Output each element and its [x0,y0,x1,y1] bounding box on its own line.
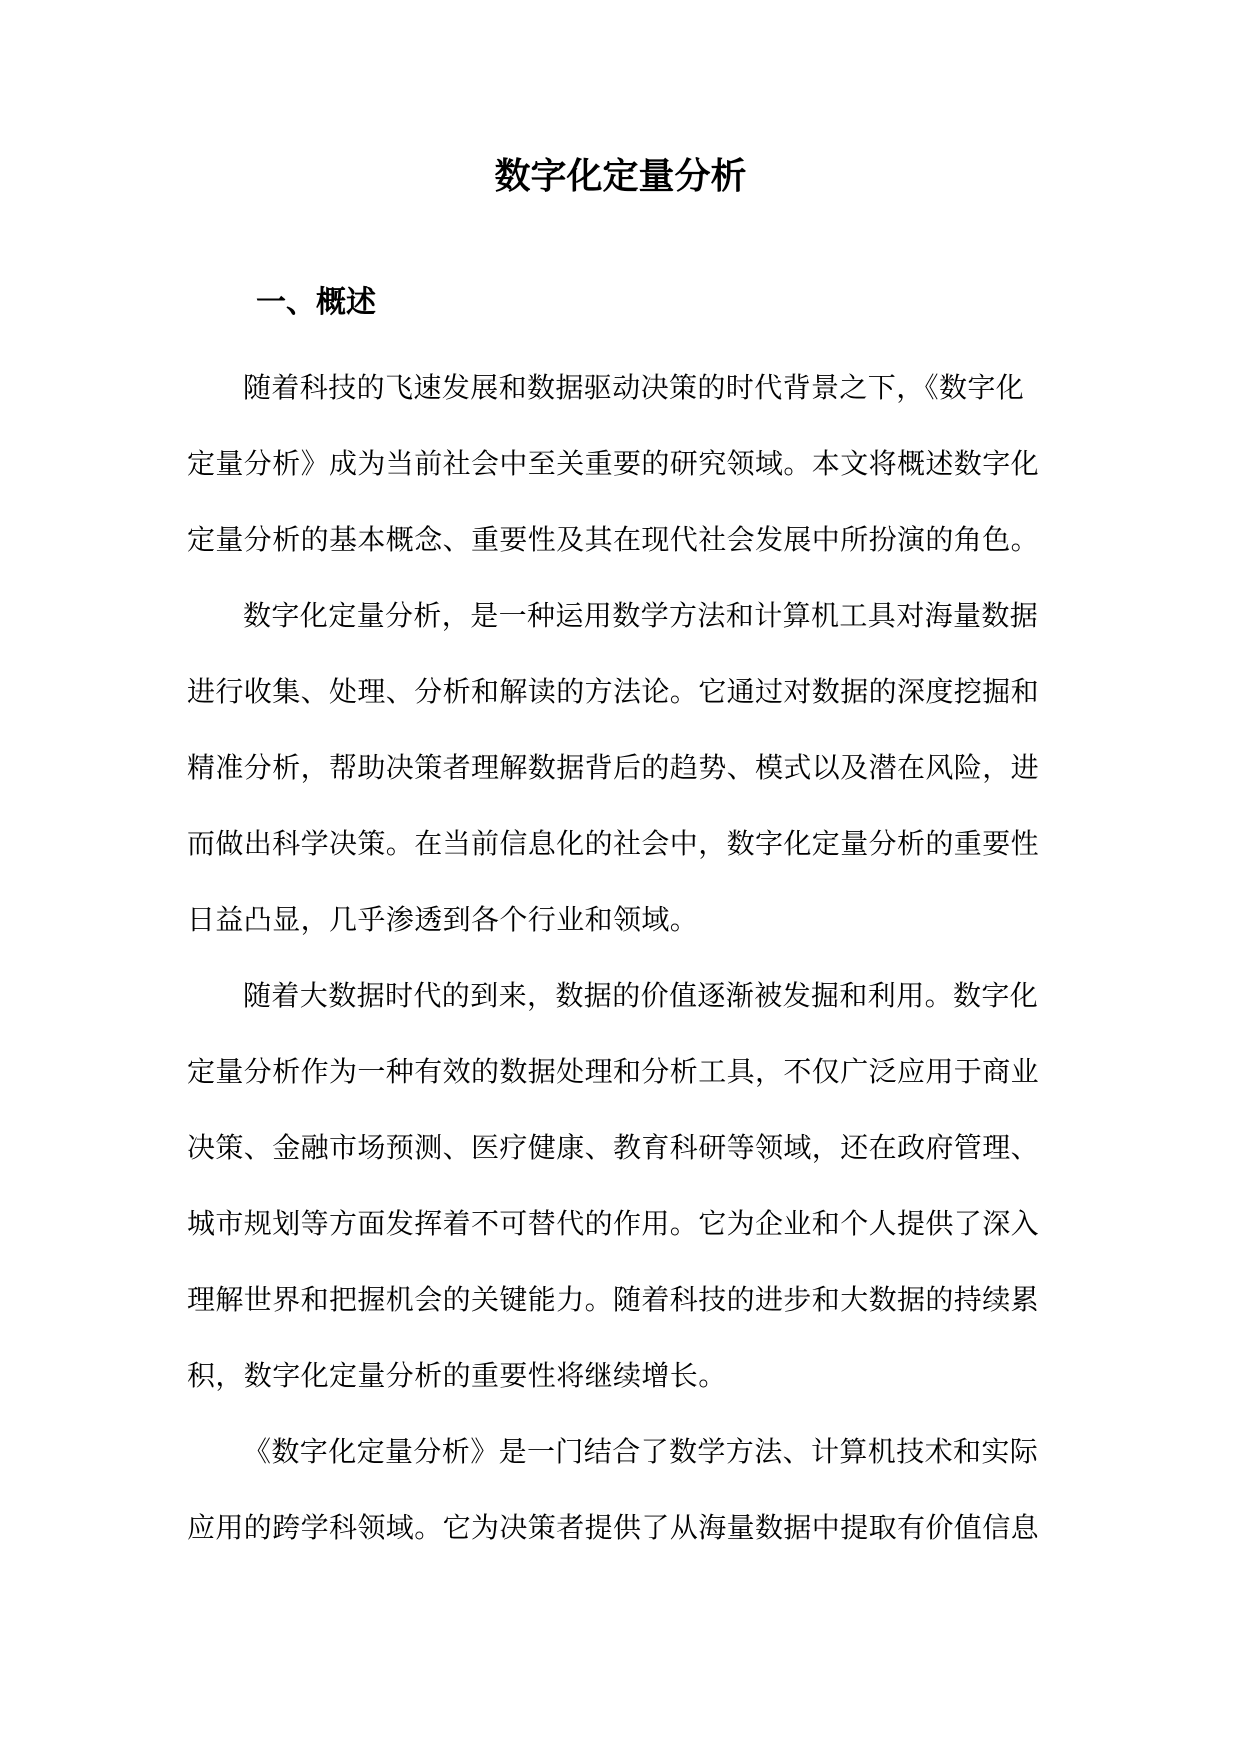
paragraph-line: 随着科技的飞速发展和数据驱动决策的时代背景之下，《数字化 [243,371,1025,404]
paragraph-line: 定量分析》成为当前社会中至关重要的研究领域。本文将概述数字化 [187,447,1040,480]
paragraph-line: 积，数字化定量分析的重要性将继续增长。 [187,1359,727,1392]
paragraph-line: 精准分析，帮助决策者理解数据背后的趋势、模式以及潜在风险，进 [187,751,1040,784]
body-text [187,362,1057,1578]
paragraph-line: 《数字化定量分析》是一门结合了数学方法、计算机技术和实际 [243,1435,1039,1468]
paragraph-line: 应用的跨学科领域。它为决策者提供了从海量数据中提取有价值信息 [187,1511,1040,1544]
paragraph-line: 决策、金融市场预测、医疗健康、教育科研等领域，还在政府管理、 [187,1131,1040,1164]
paragraph-line: 定量分析的基本概念、重要性及其在现代社会发展中所扮演的角色。 [187,523,1040,556]
paragraph-line: 定量分析作为一种有效的数据处理和分析工具，不仅广泛应用于商业 [187,1055,1040,1088]
paragraph-line: 日益凸显，几乎渗透到各个行业和领域。 [187,903,699,936]
paragraph-line: 数字化定量分析，是一种运用数学方法和计算机工具对海量数据 [243,599,1039,632]
document-title: 数字化定量分析 [494,156,747,197]
paragraph-line: 进行收集、处理、分析和解读的方法论。它通过对数据的深度挖掘和 [187,675,1040,708]
section-heading: 一、概述 [256,285,376,320]
paragraph-line: 理解世界和把握机会的关键能力。随着科技的进步和大数据的持续累 [187,1283,1040,1316]
paragraph-line: 城市规划等方面发挥着不可替代的作用。它为企业和个人提供了深入 [187,1207,1040,1240]
paragraph-line: 而做出科学决策。在当前信息化的社会中，数字化定量分析的重要性 [187,827,1040,860]
paragraph-line: 随着大数据时代的到来，数据的价值逐渐被发掘和利用。数字化 [243,979,1039,1012]
